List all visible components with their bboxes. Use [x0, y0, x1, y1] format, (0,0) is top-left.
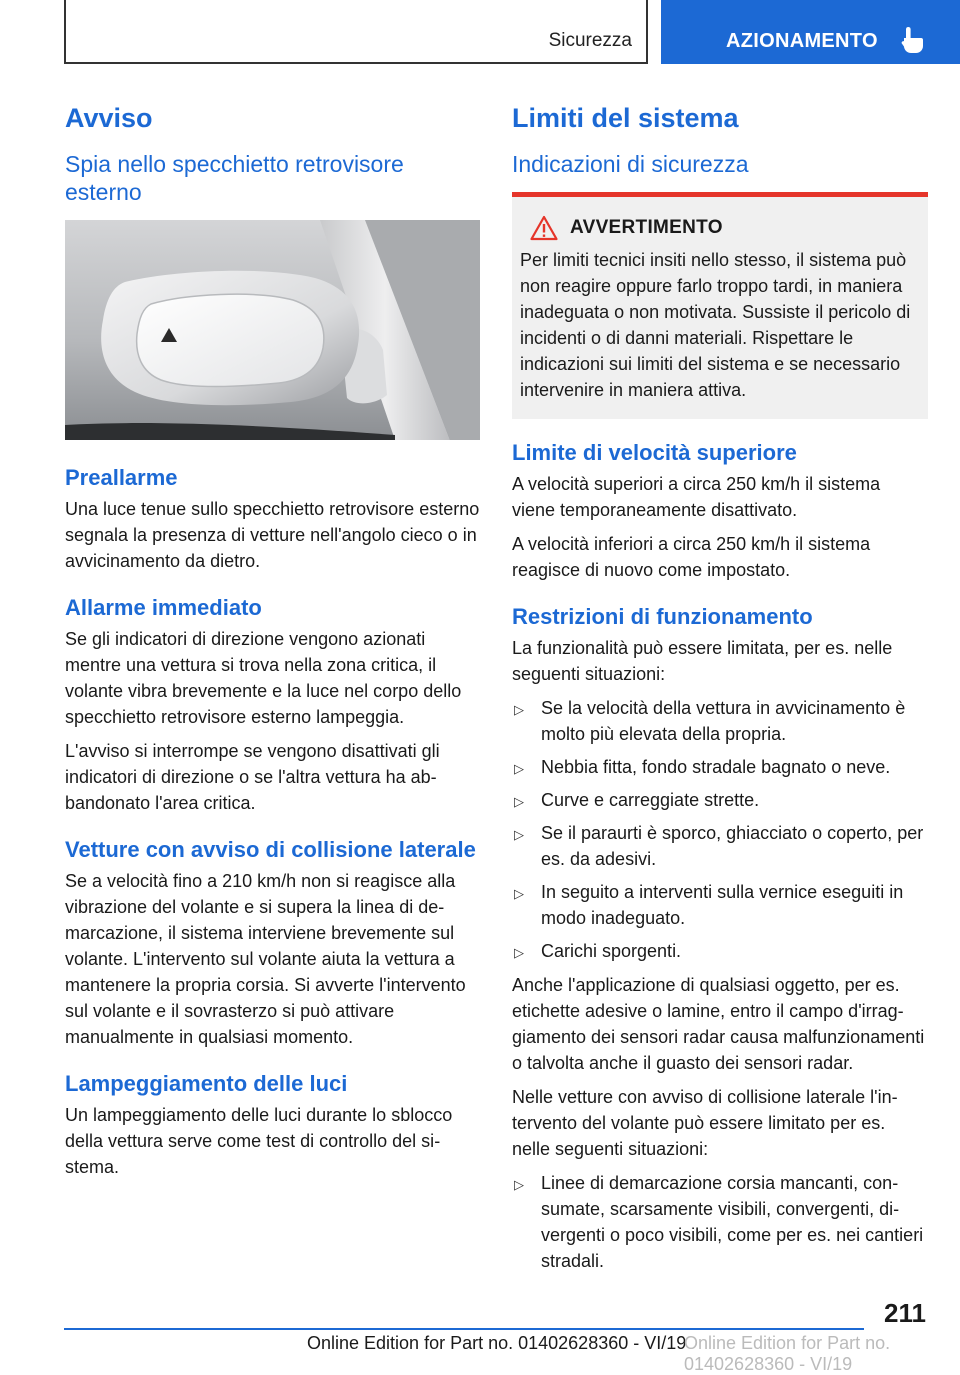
list-item: ▷ In seguito a interventi sulla vernice eseguiti in modo inadeguato.: [514, 882, 904, 928]
paragraph: A velocità superiori a circa 250 km/h il sistema viene temporaneamente disattivato.: [512, 474, 881, 520]
mirror-photo: [65, 220, 480, 440]
warning-triangle-icon: [530, 215, 558, 241]
mirror-illustration: [65, 220, 480, 440]
running-header: [64, 0, 648, 64]
paragraph: La funzionalità può essere limitata, per es. nelle seguenti situazioni:: [512, 638, 893, 684]
paragraph: Se gli indicatori di direzione vengono azionati mentre una vettura si trova nella zona critica, il volante vibra brevemente e la luce nel corpo dello specchietto retrovisore esterno lampeggia.: [65, 629, 462, 727]
section-label: Sicurezza: [548, 30, 632, 51]
section-title-limiti: Limiti del sistema: [512, 103, 739, 133]
heading-velocita-superiore: Limite di velocità superiore: [512, 440, 797, 465]
left-column: [65, 100, 480, 1188]
chapter-label: AZIONAMENTO: [726, 30, 878, 52]
steering-restrictions-list: [512, 1170, 928, 1274]
triangle-bullet-icon: ▷: [514, 886, 524, 901]
heading-collisione-laterale: Vetture con avviso di collisione laterale: [65, 837, 476, 862]
watermark: Online Edition for Part no. 01402628360 - VI/19: [684, 1333, 891, 1374]
paragraph: Un lampeggiamento delle luci durante lo sblocco della vettura serve come test di controllo del sistema.: [65, 1105, 453, 1177]
paragraph: A velocità inferiori a circa 250 km/h il sistema reagisce di nuovo come impostato.: [512, 534, 871, 580]
list-item: ▷ Linee di demarcazione corsia mancanti, consumate, scarsamente visibili, convergenti, divergenti o poco visibili, come per es. nei cantieri stradali.: [514, 1173, 924, 1271]
paragraph: Se a velocità fino a 210 km/h non si reagisce alla vibrazione del volante e si supera la linea di demarcazione, il sistema interviene brevemente sul volante. L'intervento sul volante aiuta la vettura a mantenere la propria corsia. Si avverte l'intervento sul volante e il sovrasterzo si può attivare manualmente in qualsiasi momento.: [65, 871, 466, 1047]
paragraph: Una luce tenue sullo specchietto retrovisore esterno segnala la presenza di vetture nell'angolo cieco o in avvicinamento da dietro.: [65, 499, 480, 571]
hand-pointer-icon: [897, 24, 925, 54]
warning-box: [512, 192, 928, 419]
section-title-avviso: Avviso: [65, 103, 153, 133]
list-item: ▷ Carichi sporgenti.: [512, 938, 928, 964]
right-column: [512, 100, 928, 1282]
paragraph: Anche l'applicazione di qualsiasi oggetto, per es. etichette adesive o lamine, entro il campo d'irraggiamento dei sensori radar causa malfunzionamenti o talvolta anche il guasto dei sensori radar.: [512, 975, 925, 1073]
triangle-bullet-icon: ▷: [514, 1177, 524, 1192]
triangle-bullet-icon: ▷: [514, 702, 524, 717]
heading-lampeggiamento: Lampeggiamento delle luci: [65, 1071, 348, 1096]
list-item: ▷ Se il paraurti è sporco, ghiacciato o coperto, per es. da adesivi.: [514, 823, 924, 869]
triangle-bullet-icon: ▷: [514, 794, 524, 809]
edition-line: Online Edition for Part no. 01402628360 - VI/19: [307, 1333, 687, 1353]
paragraph: L'avviso si interrompe se vengono disattivati gli indicatori di direzione o se l'altra vettura ha abbandonato l'area critica.: [65, 741, 440, 813]
warning-text: Per limiti tecnici insiti nello stesso, il sistema può non reagire oppure farlo troppo tardi, in maniera inadeguata o non motivata. Sussiste il pericolo di incidenti o di danni materiali. Rispettare le indicazioni sui limiti del sistema e se necessario intervenire in maniera attiva.: [520, 250, 911, 400]
paragraph: Nelle vetture con avviso di collisione laterale l'intervento del volante può essere limitato per es. nelle seguenti situazioni:: [512, 1087, 898, 1159]
chapter-tab[interactable]: [661, 0, 960, 64]
list-item: ▷ Nebbia fitta, fondo stradale bagnato o neve.: [512, 754, 928, 780]
page-number: 211: [884, 1298, 926, 1328]
triangle-bullet-icon: ▷: [514, 761, 524, 776]
triangle-bullet-icon: ▷: [514, 827, 524, 842]
triangle-bullet-icon: ▷: [514, 945, 524, 960]
list-item: ▷ Curve e carreggiate strette.: [512, 787, 928, 813]
heading-restrizioni: Restrizioni di funzionamento: [512, 604, 813, 629]
subtitle-indicazioni-sicurezza: Indicazioni di sicurezza: [512, 151, 749, 177]
warning-title: AVVERTIMENTO: [570, 217, 723, 238]
list-item: ▷ Se la velocità della vettura in avvicinamento è molto più elevata della propria.: [514, 698, 906, 744]
subtitle-mirror-light: Spia nello specchietto retrovisore esterno: [65, 151, 404, 205]
restrictions-list: [512, 695, 928, 964]
heading-preallarme: Preallarme: [65, 465, 178, 490]
footer-divider: [64, 1328, 864, 1330]
heading-allarme-immediato: Allarme immediato: [65, 595, 262, 620]
